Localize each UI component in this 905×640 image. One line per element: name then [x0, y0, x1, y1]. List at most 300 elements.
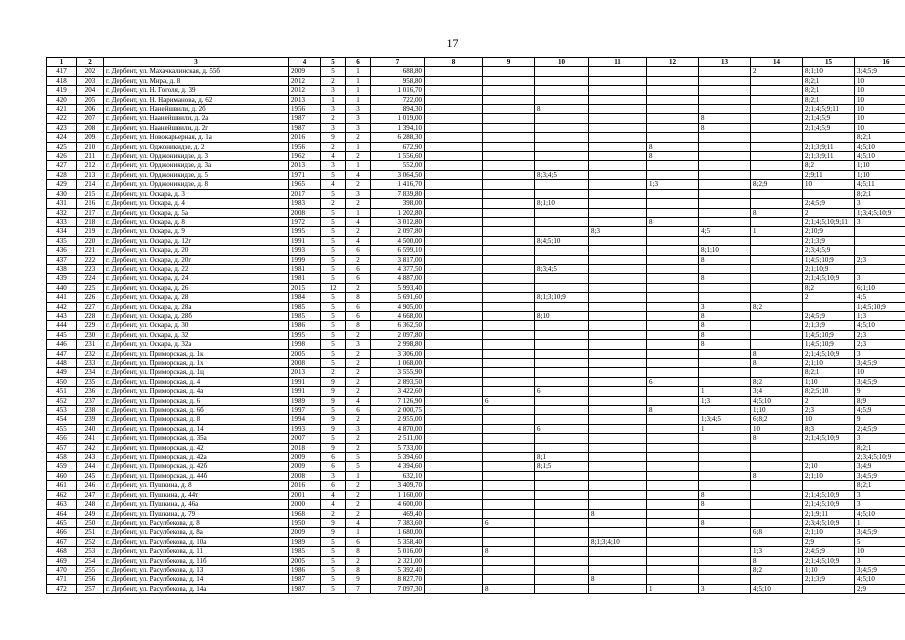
table-cell: 5 [321, 321, 346, 330]
table-cell [535, 547, 589, 556]
table-cell: 1962 [289, 152, 321, 161]
table-cell [751, 152, 803, 161]
table-cell [483, 500, 535, 509]
table-cell: г. Дербент, ул. Нанейшвили, д. 2б [104, 105, 289, 114]
table-cell [803, 481, 855, 490]
table-cell [647, 565, 699, 574]
table-cell: г. Дербент, ул. Приморская, д. 1ц [104, 368, 289, 377]
table-cell: 8 [699, 255, 751, 264]
table-cell [699, 434, 751, 443]
table-cell [751, 283, 803, 292]
table-cell [425, 114, 483, 123]
table-cell: 8 [647, 152, 699, 161]
table-cell [425, 86, 483, 95]
table-cell: 1987 [289, 584, 321, 593]
table-cell [647, 133, 699, 142]
table-cell [483, 453, 535, 462]
table-cell [751, 293, 803, 302]
table-cell: 2;1;3;9 [803, 236, 855, 245]
table-cell: 8 [751, 434, 803, 443]
table-cell: 2 [346, 227, 371, 236]
table-cell: 426 [47, 152, 77, 161]
table-cell [425, 349, 483, 358]
table-cell [751, 86, 803, 95]
table-cell: г. Дербент, ул. Расулбекова, д. 14а [104, 584, 289, 593]
table-cell [483, 471, 535, 480]
table-cell: 1968 [289, 509, 321, 518]
table-cell [589, 264, 647, 273]
table-cell [751, 311, 803, 320]
table-cell [535, 396, 589, 405]
table-cell [699, 481, 751, 490]
table-cell [589, 377, 647, 386]
table-cell [699, 283, 751, 292]
table-cell [647, 490, 699, 499]
table-cell [535, 349, 589, 358]
table-cell [535, 152, 589, 161]
table-cell: г. Дербент, ул. Оскара, д. 20 [104, 246, 289, 255]
table-cell: 227 [77, 302, 104, 311]
table-cell [483, 368, 535, 377]
table-cell [483, 490, 535, 499]
table-cell [699, 462, 751, 471]
table-cell: 1 [647, 584, 699, 593]
table-cell [425, 180, 483, 189]
table-cell [647, 170, 699, 179]
table-cell: г. Дербент, ул. Оскара, д. 32 [104, 330, 289, 339]
table-cell [699, 105, 751, 114]
table-cell: 2;4;5;9 [803, 199, 855, 208]
table-cell: 448 [47, 359, 77, 368]
table-cell: г. Дербент, ул. Оскара, д. 5а [104, 208, 289, 217]
table-cell: 8;2 [751, 302, 803, 311]
table-cell [589, 490, 647, 499]
table-cell: 1983 [289, 199, 321, 208]
table-cell: 1;3 [751, 547, 803, 556]
table-cell [425, 236, 483, 245]
table-cell [699, 67, 751, 76]
table-cell: г. Дербент, ул. Расулбекова, д. 11 [104, 547, 289, 556]
table-cell: 242 [77, 443, 104, 452]
table-cell: 243 [77, 453, 104, 462]
table-cell [751, 274, 803, 283]
table-cell [535, 377, 589, 386]
table-cell: 4 905,00 [371, 302, 425, 311]
table-cell: 213 [77, 170, 104, 179]
table-cell: 6;8 [751, 528, 803, 537]
table-cell [647, 518, 699, 527]
table-row [47, 377, 905, 386]
table-cell: 472 [47, 584, 77, 593]
table-cell: 1;4;5;10;9 [803, 255, 855, 264]
table-cell: г. Дербент, ул. Оскара, д. 4 [104, 199, 289, 208]
table-cell: 3 [346, 424, 371, 433]
table-row [47, 359, 905, 368]
table-cell: г. Дербент, ул. Приморская, д. 44б [104, 471, 289, 480]
table-cell: 3 409,70 [371, 481, 425, 490]
table-cell [589, 217, 647, 226]
table-cell: 8;10 [535, 311, 589, 320]
table-cell [699, 471, 751, 480]
table-cell: 6 [535, 387, 589, 396]
table-cell: 445 [47, 330, 77, 339]
table-cell: 442 [47, 302, 77, 311]
table-cell [751, 330, 803, 339]
table-cell [647, 67, 699, 76]
table-cell: 1 202,80 [371, 208, 425, 217]
table-cell [647, 500, 699, 509]
table-cell: 464 [47, 509, 77, 518]
table-cell [483, 189, 535, 198]
table-cell: 2 998,80 [371, 340, 425, 349]
table-cell: 2;1;10 [803, 359, 855, 368]
table-cell: 432 [47, 208, 77, 217]
table-cell [589, 443, 647, 452]
table-cell [483, 236, 535, 245]
table-cell [425, 152, 483, 161]
table-cell: 9 [321, 518, 346, 527]
table-cell [483, 359, 535, 368]
table-cell [751, 321, 803, 330]
table-cell [589, 123, 647, 132]
table-cell: 208 [77, 123, 104, 132]
table-cell: 430 [47, 189, 77, 198]
table-cell: 9 [321, 133, 346, 142]
table-cell: г. Дербент, ул. Оскара, д. 9 [104, 227, 289, 236]
table-cell [699, 453, 751, 462]
table-cell [535, 359, 589, 368]
table-cell [647, 302, 699, 311]
table-cell [425, 255, 483, 264]
table-cell [647, 509, 699, 518]
table-cell [855, 264, 905, 273]
table-cell [589, 584, 647, 593]
table-cell: г. Дербент, ул. Оскара, д. 28 [104, 293, 289, 302]
table-cell: 2 [346, 359, 371, 368]
table-cell: 469,40 [371, 509, 425, 518]
table-cell [483, 133, 535, 142]
table-cell: 4 377,50 [371, 264, 425, 273]
table-cell: г. Дербент, ул. Оскара, д. 12г [104, 236, 289, 245]
table-cell [699, 556, 751, 565]
table-cell: 3;4;5;9 [855, 471, 905, 480]
table-cell: г. Дербент, ул. Приморская, д. 35а [104, 434, 289, 443]
table-cell: 247 [77, 490, 104, 499]
table-cell: 8;2 [751, 565, 803, 574]
table-cell [589, 396, 647, 405]
table-cell [589, 180, 647, 189]
table-cell: 2 [346, 500, 371, 509]
table-cell: 1 [346, 471, 371, 480]
table-cell: 2 [321, 368, 346, 377]
table-cell [699, 189, 751, 198]
table-cell [535, 321, 589, 330]
table-cell: 9 [321, 424, 346, 433]
table-cell: 1989 [289, 537, 321, 546]
table-cell [535, 406, 589, 415]
table-row [47, 114, 905, 123]
table-cell: 5 [321, 293, 346, 302]
table-cell: 244 [77, 462, 104, 471]
table-cell: 3 [321, 161, 346, 170]
table-cell: 249 [77, 509, 104, 518]
table-cell: 1 016,70 [371, 86, 425, 95]
table-cell: 632,10 [371, 471, 425, 480]
table-cell: 2 [346, 377, 371, 386]
table-cell: 2016 [289, 481, 321, 490]
table-cell: 10 [855, 76, 905, 85]
table-cell [855, 227, 905, 236]
table-cell [647, 528, 699, 537]
table-cell: 4 [321, 152, 346, 161]
table-cell [589, 95, 647, 104]
table-cell: 3 012,80 [371, 217, 425, 226]
table-cell [425, 321, 483, 330]
table-cell [535, 509, 589, 518]
table-cell [647, 575, 699, 584]
table-cell [535, 189, 589, 198]
table-cell: 3 [699, 584, 751, 593]
table-row [47, 565, 905, 574]
table-cell: 2;1;3;9;11 [803, 142, 855, 151]
table-cell: 2;1;4;5;10;9 [803, 500, 855, 509]
table-cell: 1;10 [855, 170, 905, 179]
table-cell: 214 [77, 180, 104, 189]
table-cell: 2;3 [855, 340, 905, 349]
table-cell [425, 471, 483, 480]
column-header: 12 [647, 58, 699, 67]
table-cell: 1993 [289, 424, 321, 433]
table-cell [589, 340, 647, 349]
table-cell: 228 [77, 311, 104, 320]
table-cell [751, 114, 803, 123]
table-cell: 4 887,00 [371, 274, 425, 283]
table-cell: 4 600,00 [371, 500, 425, 509]
table-cell: 1981 [289, 274, 321, 283]
table-cell [751, 76, 803, 85]
table-cell: 246 [77, 481, 104, 490]
table-cell: 434 [47, 227, 77, 236]
table-cell: 441 [47, 293, 77, 302]
table-cell: 6 599,10 [371, 246, 425, 255]
table-cell: 1;4;5;10;9 [803, 340, 855, 349]
table-cell: 5 733,00 [371, 443, 425, 452]
table-row [47, 236, 905, 245]
table-cell [751, 509, 803, 518]
table-cell: 6 [346, 406, 371, 415]
table-cell [699, 76, 751, 85]
table-cell: 3 [855, 199, 905, 208]
table-cell: 5 [321, 330, 346, 339]
table-cell [425, 528, 483, 537]
table-cell: 2 [346, 199, 371, 208]
table-cell [647, 114, 699, 123]
table-cell [425, 170, 483, 179]
table-cell [647, 396, 699, 405]
table-cell [535, 142, 589, 151]
table-cell: 2005 [289, 349, 321, 358]
table-cell: 3;4;5;9 [855, 67, 905, 76]
table-body [47, 67, 905, 594]
table-cell: г. Дербент, ул. Приморская, д. 8 [104, 415, 289, 424]
table-cell: 5 [321, 208, 346, 217]
table-cell: г. Дербент, ул. Н. Наримановa, д. 62 [104, 95, 289, 104]
table-cell: 1;4;5;10;9 [803, 330, 855, 339]
table-cell [425, 575, 483, 584]
table-cell: г. Дербент, ул. Пушкина, д. 44т [104, 490, 289, 499]
table-cell [483, 434, 535, 443]
table-cell: 6 [346, 537, 371, 546]
table-cell: г. Дербент, ул. Оскара, д. 30 [104, 321, 289, 330]
table-cell: 231 [77, 340, 104, 349]
table-cell [425, 133, 483, 142]
table-cell [751, 189, 803, 198]
table-cell [425, 556, 483, 565]
table-cell [751, 255, 803, 264]
table-cell: 8 [699, 114, 751, 123]
table-cell: 4 870,00 [371, 424, 425, 433]
table-cell: 1 680,00 [371, 528, 425, 537]
table-cell [425, 453, 483, 462]
table-row [47, 490, 905, 499]
table-cell: 3 [346, 123, 371, 132]
table-cell: 5 [321, 170, 346, 179]
table-row [47, 67, 905, 76]
table-cell [751, 481, 803, 490]
table-cell [589, 302, 647, 311]
table-cell [647, 471, 699, 480]
table-cell: 5 [346, 453, 371, 462]
table-row [47, 443, 905, 452]
table-cell: 4 [321, 490, 346, 499]
table-cell: 5 [321, 302, 346, 311]
table-cell: 3;4;5;9 [855, 359, 905, 368]
table-cell: 217 [77, 208, 104, 217]
table-cell: г. Дербент, ул. Оскара, д. 22 [104, 264, 289, 273]
table-cell: 226 [77, 293, 104, 302]
table-cell: 1995 [289, 330, 321, 339]
table-row [47, 189, 905, 198]
table-cell [699, 152, 751, 161]
table-cell: 5 [321, 537, 346, 546]
table-cell [483, 443, 535, 452]
table-cell [535, 500, 589, 509]
table-cell: 2012 [289, 76, 321, 85]
table-cell: 1;10 [803, 377, 855, 386]
table-cell [751, 443, 803, 452]
table-cell: 468 [47, 547, 77, 556]
table-cell: 1;3 [699, 396, 751, 405]
table-row [47, 302, 905, 311]
table-cell: г. Дербент, ул. Новокарьерная, д. 1а [104, 133, 289, 142]
table-cell: 439 [47, 274, 77, 283]
table-cell: 8;2;1 [855, 443, 905, 452]
table-cell: 4;5;10 [751, 396, 803, 405]
table-cell: 3 [855, 500, 905, 509]
table-cell [699, 565, 751, 574]
table-cell: 5 [855, 537, 905, 546]
table-cell [425, 302, 483, 311]
table-cell: 5 [321, 217, 346, 226]
table-cell [647, 462, 699, 471]
table-cell [647, 123, 699, 132]
table-cell [699, 443, 751, 452]
table-cell [483, 406, 535, 415]
table-cell: 1 [321, 95, 346, 104]
table-cell: 8 [699, 123, 751, 132]
table-cell [589, 293, 647, 302]
table-cell: 5 [321, 274, 346, 283]
table-cell: 672,90 [371, 142, 425, 151]
table-cell: 1 [699, 387, 751, 396]
table-cell: 209 [77, 133, 104, 142]
table-cell: г. Дербент, ул. Расулбекова, д. 13 [104, 565, 289, 574]
table-row [47, 584, 905, 593]
table-cell [647, 293, 699, 302]
table-cell [483, 95, 535, 104]
table-row [47, 368, 905, 377]
table-cell: 7 126,90 [371, 396, 425, 405]
table-cell [483, 255, 535, 264]
table-cell: 2 511,00 [371, 434, 425, 443]
table-cell: 9 [321, 396, 346, 405]
table-cell [425, 189, 483, 198]
table-cell: 4;5;9 [855, 406, 905, 415]
table-cell [535, 302, 589, 311]
table-cell: 452 [47, 396, 77, 405]
table-cell: 1 [751, 227, 803, 236]
table-cell: 2 [346, 415, 371, 424]
table-cell [483, 481, 535, 490]
table-cell [589, 368, 647, 377]
table-cell: 6 [346, 264, 371, 273]
table-cell: 236 [77, 387, 104, 396]
table-cell: 1985 [289, 547, 321, 556]
table-cell: 1991 [289, 377, 321, 386]
table-cell: 3 [346, 340, 371, 349]
table-cell: 3;4;5;9 [855, 528, 905, 537]
table-cell: г. Дербент, ул. Приморская, д. 6 [104, 396, 289, 405]
table-cell: 233 [77, 359, 104, 368]
table-cell: 8;9 [855, 396, 905, 405]
table-cell: 2;9;11 [803, 170, 855, 179]
table-cell: 450 [47, 377, 77, 386]
table-cell: 254 [77, 556, 104, 565]
table-cell: 1 394,10 [371, 123, 425, 132]
table-cell: 2 [803, 208, 855, 217]
table-cell [647, 86, 699, 95]
table-cell: 238 [77, 406, 104, 415]
table-cell [535, 161, 589, 170]
table-cell: 1991 [289, 236, 321, 245]
table-cell: 1985 [289, 302, 321, 311]
table-cell [535, 95, 589, 104]
table-cell [647, 105, 699, 114]
table-cell: г. Дербент, ул. Пушкина, д. 79 [104, 509, 289, 518]
table-cell: г. Дербент, ул. Приморская, д. 4 [104, 377, 289, 386]
table-cell: 2009 [289, 528, 321, 537]
table-cell [647, 246, 699, 255]
table-cell: 2;3;4;5;10;9 [855, 453, 905, 462]
table-cell: 10 [855, 368, 905, 377]
table-cell: 4;5 [855, 293, 905, 302]
table-cell [751, 246, 803, 255]
table-cell [699, 170, 751, 179]
table-cell [699, 95, 751, 104]
table-cell: г. Дербент, ул. Оскара, д. 20г [104, 255, 289, 264]
table-cell: 2;4;5;9 [803, 547, 855, 556]
table-cell: 2 321,00 [371, 556, 425, 565]
